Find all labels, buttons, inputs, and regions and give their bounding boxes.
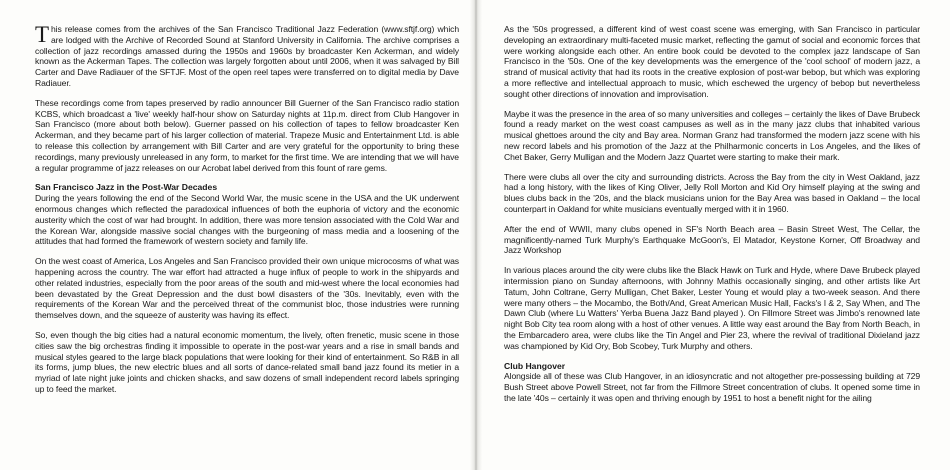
post-war-paragraph: During the years following the end of the Second World War, the music scene in the USA and the UK underwent enormous changes which reflected the paradoxical influences of both the euphoria of victory and the economic austerity which the cost of war had brought. In addition, there was more tension associated with the Cold War and the Korean War, alongside massive social changes with the burgeoning of mass media and a loosening of the attitudes that had formed the framework of western society and family life. [35, 193, 459, 247]
clubs-paragraph: There were clubs all over the city and surrounding districts. Across the Bay from the city in West Oakland, jazz had a long history, with the likes of King Oliver, Jelly Roll Morton and Kid Ory himself playing at the swing and blues clubs back in the '20s, and the black musicians union for the Bay Area was based in Oakland – the local counterpart in Oakland for white musicians eventually merged with it in 1960. [504, 171, 920, 214]
universities-paragraph: Maybe it was the presence in the area of so many universities and colleges – certainly the likes of Dave Brubeck found a ready market on the west coast campuses as well as in the many jazz clubs that inhabited various musical ghettoes around the city and Bay area. Norman Granz had transformed the modern jazz scene with his new record labels and his promotion of the Jazz at the Philharmonic concerts in Los Angeles, and the likes of Chet Baker, Gerry Mulligan and the Modern Jazz Quartet were starting to make their mark. [504, 108, 920, 162]
venues-paragraph: In various places around the city were clubs like the Black Hawk on Turk and Hyde, where Dave Brubeck played intermission piano on Sunday afternoons, with Johnny Mathis occasionally singing, and other artists like Art Tatum, John Coltrane, Gerry Mulligan, Chet Baker, Lester Young et would play a two-week season. And there were many others – the Mocambo, the Both/And, Great American Music Hall, Facks's I & 2, Say When, and The Dawn Club (where Lu Watters' Yerba Buena Jazz Band played ). On Fillmore Street was Jimbo's renowned late night Bob City tea room along with a host of other venues. A little way east around the Bay from North Beach, in the Embarcadero area, were clubs like the Tin Angel and Pier 23, where the revival of traditional Dixieland jazz was championed by Kid Ory, Bob Scobey, Turk Murphy and others. [504, 265, 920, 351]
intro-paragraph [35, 24, 459, 89]
west-coast-paragraph: On the west coast of America, Los Angeles and San Francisco provided their own unique microcosms of what was happening across the country. The war effort had attracted a huge influx of people to work in the shipyards and other related industries, especially from the poor areas of the south and mid-west where the local economies had been devastated by the Great Depression and the dust bowl disasters of the '30s. Inevitably, even with the requirements of the Korean War and the perceived threat of the communist bloc, those industries were running themselves down, and the squeeze of austerity was having its effect. [35, 256, 459, 321]
fifties-paragraph: As the '50s progressed, a different kind of west coast scene was emerging, with San Francisco in particular developing an extraordinary multi-faceted music market, reflecting the gamut of social and economic forces that were working alongside each other. An entire book could be devoted to the complex jazz landscape of San Francisco in the '50s. One of the key developments was the emergence of the 'cool school' of modern jazz, a strand of musical activity that had its roots in the creative explosion of post-war bebop, but which was exploring a more reflective and intellectual approach to music, which eschewed the urgency of bebop but nevertheless sought other directions of innovation and improvisation. [504, 24, 920, 99]
section-heading-club-hangover: Club Hangover [504, 360, 566, 371]
big-cities-paragraph: So, even though the big cities had a natural economic momentum, the lively, often frenetic, music scene in those cities saw the big orchestras finding it impossible to operate in the post-war years and a rise in small bands and musical styles geared to the large black populations that were looking for their kind of entertainment. So R&B in all its forms, jump blues, the new electric blues and all sorts of dance-related small band jazz found its metier in a myriad of late night juke joints and chicken shacks, and saw dozens of small independent record labels springing up to feed the market. [35, 329, 459, 394]
club-hangover-paragraph: Alongside all of these was Club Hangover, in an idiosyncratic and not altogether pre-possessing building at 729 Bush Street above Powell Street, not far from the Fillmore Street concentration of clubs. It opened some time in the late '40s – certainly it was open and thriving enough by 1951 to host a benefit night for the ailing [504, 371, 920, 403]
north-beach-paragraph: After the end of WWII, many clubs opened in SF's North Beach area – Basin Street West, The Cellar, the magnificently-named Turk Murphy's Earthquake McGoon's, El Matador, Keystone Korner, Off Broadway and Jazz Workshop [504, 223, 920, 256]
section-heading-post-war: San Francisco Jazz in the Post-War Decades [35, 182, 218, 193]
recordings-paragraph: These recordings come from tapes preserved by radio announcer Bill Guerner of the San Francisco radio station KCBS, which broadcast a 'live' weekly half-hour show on Saturday nights at 11p.m. direct from Club Hangover in San Francisco (more about both below). Guerner passed on his collection of tapes to fellow broadcaster Ken Ackerman, and they became part of his larger collection of material. Trapeze Music and Entertainment Ltd. is able to release this collection by arrangement with Bill Carter and are very grateful for the opportunity to bring these recordings, many previously unreleased in any form, to market for the first time. We are intending that we will have a regular programme of jazz releases on our Acrobat label derived from this fount of rare gems. [35, 97, 459, 173]
drop-cap: T [35, 22, 49, 47]
intro-text: his release comes from the archives of the San Francisco Traditional Jazz Federation (www.sftjf.org) which are lodged with the Archive of Recorded Sound at Stanford University in California. The archive comprises a collection of jazz recordings amassed during the 1950s and 1960s by broadcaster Ken Ackerman, and widely known as the Ackerman Tapes. The collection was largely forgotten about until 2006, when it was salvaged by Bill Carter and Dave Radiauer of the SFTJF. Most of the open reel tapes were transferred on to digital media by Dave Radiauer. [35, 24, 459, 88]
right-page [478, 0, 950, 470]
